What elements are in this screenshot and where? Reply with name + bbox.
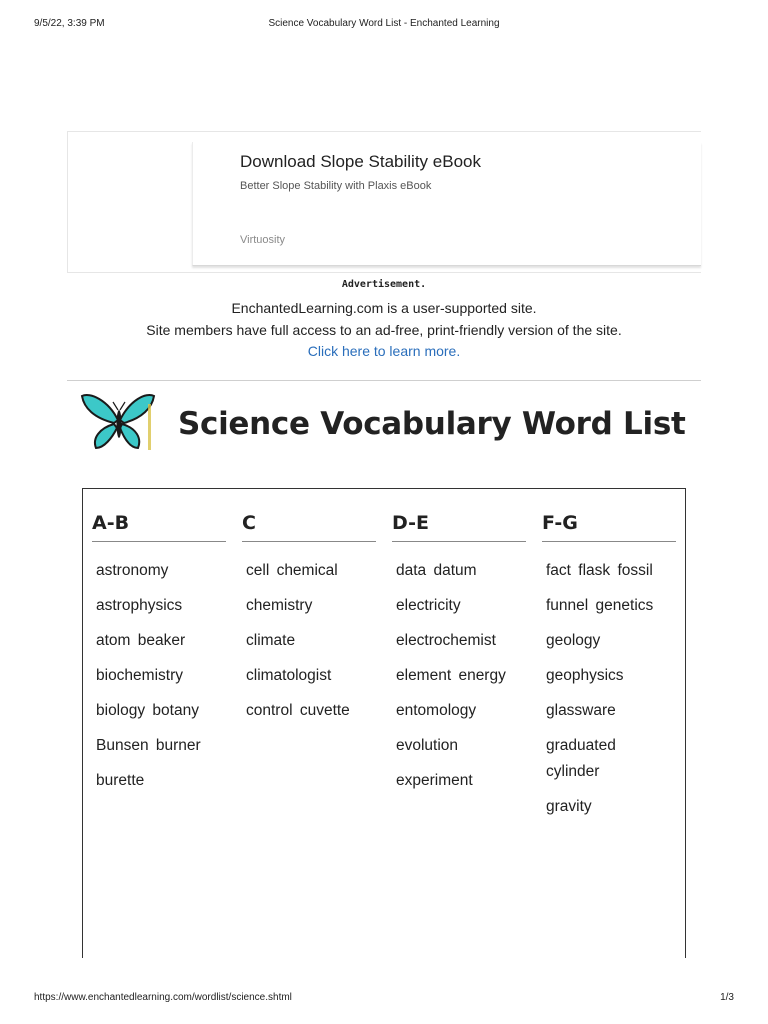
print-header <box>0 18 768 32</box>
word-link[interactable]: climatologist <box>246 667 332 684</box>
word-list-table <box>82 488 686 958</box>
column-heading: D-E <box>392 511 526 542</box>
word-link[interactable]: chemistry <box>246 597 313 614</box>
word-column-d-e <box>392 511 526 803</box>
column-heading: A-B <box>92 511 226 542</box>
word-link[interactable]: evolution <box>396 737 459 754</box>
print-page-number: 1/3 <box>720 992 734 1003</box>
column-heading: F-G <box>542 511 676 542</box>
column-heading: C <box>242 511 376 542</box>
word-link[interactable]: fact flask fossil <box>546 562 653 579</box>
word-link[interactable]: biochemistry <box>96 667 183 684</box>
word-link[interactable]: burette <box>96 772 145 789</box>
butterfly-icon <box>80 390 158 456</box>
word-link[interactable]: climate <box>246 632 296 649</box>
print-footer <box>0 992 768 1006</box>
word-link[interactable]: gravity <box>546 798 592 815</box>
ad-headline[interactable]: Download Slope Stability eBook <box>240 152 481 171</box>
print-page-title: Science Vocabulary Word List - Enchanted Learning <box>268 18 500 29</box>
page-title: Science Vocabulary Word List <box>178 406 686 442</box>
word-column-a-b <box>92 511 226 803</box>
ad-card[interactable] <box>192 142 701 266</box>
word-link[interactable]: entomology <box>396 702 477 719</box>
word-link[interactable]: electricity <box>396 597 461 614</box>
word-link[interactable]: geology <box>546 632 601 649</box>
word-link[interactable]: data datum <box>396 562 477 579</box>
word-link[interactable]: Bunsen burner <box>96 737 201 754</box>
ad-description: Better Slope Stability with Plaxis eBook <box>240 180 432 192</box>
word-column-f-g <box>542 511 676 829</box>
word-link[interactable]: graduated cylinder <box>546 737 616 780</box>
word-link[interactable]: element energy <box>396 667 506 684</box>
ad-source: Virtuosity <box>240 234 286 246</box>
word-link[interactable]: control cuvette <box>246 702 350 719</box>
word-link[interactable]: biology botany <box>96 702 199 719</box>
word-link[interactable]: atom beaker <box>96 632 186 649</box>
word-link[interactable]: astrophysics <box>96 597 183 614</box>
learn-more-link[interactable]: Click here to learn more. <box>307 343 461 359</box>
print-datetime: 9/5/22, 3:39 PM <box>34 18 105 29</box>
support-message: EnchantedLearning.com is a user-supported site. <box>231 300 537 316</box>
word-link[interactable]: astronomy <box>96 562 169 579</box>
word-link[interactable]: geophysics <box>546 667 624 684</box>
ad-label: Advertisement. <box>341 279 427 290</box>
word-link[interactable]: experiment <box>396 772 473 789</box>
word-link[interactable]: cell chemical <box>246 562 338 579</box>
word-column-c <box>242 511 376 733</box>
word-link[interactable]: glassware <box>546 702 616 719</box>
print-url: https://www.enchantedlearning.com/wordlist/science.shtml <box>34 992 292 1003</box>
divider <box>67 380 701 381</box>
word-link[interactable]: funnel genetics <box>546 597 654 614</box>
word-link[interactable]: electrochemist <box>396 632 496 649</box>
membership-message: Site members have full access to an ad-free, print-friendly version of the site. <box>146 322 622 338</box>
